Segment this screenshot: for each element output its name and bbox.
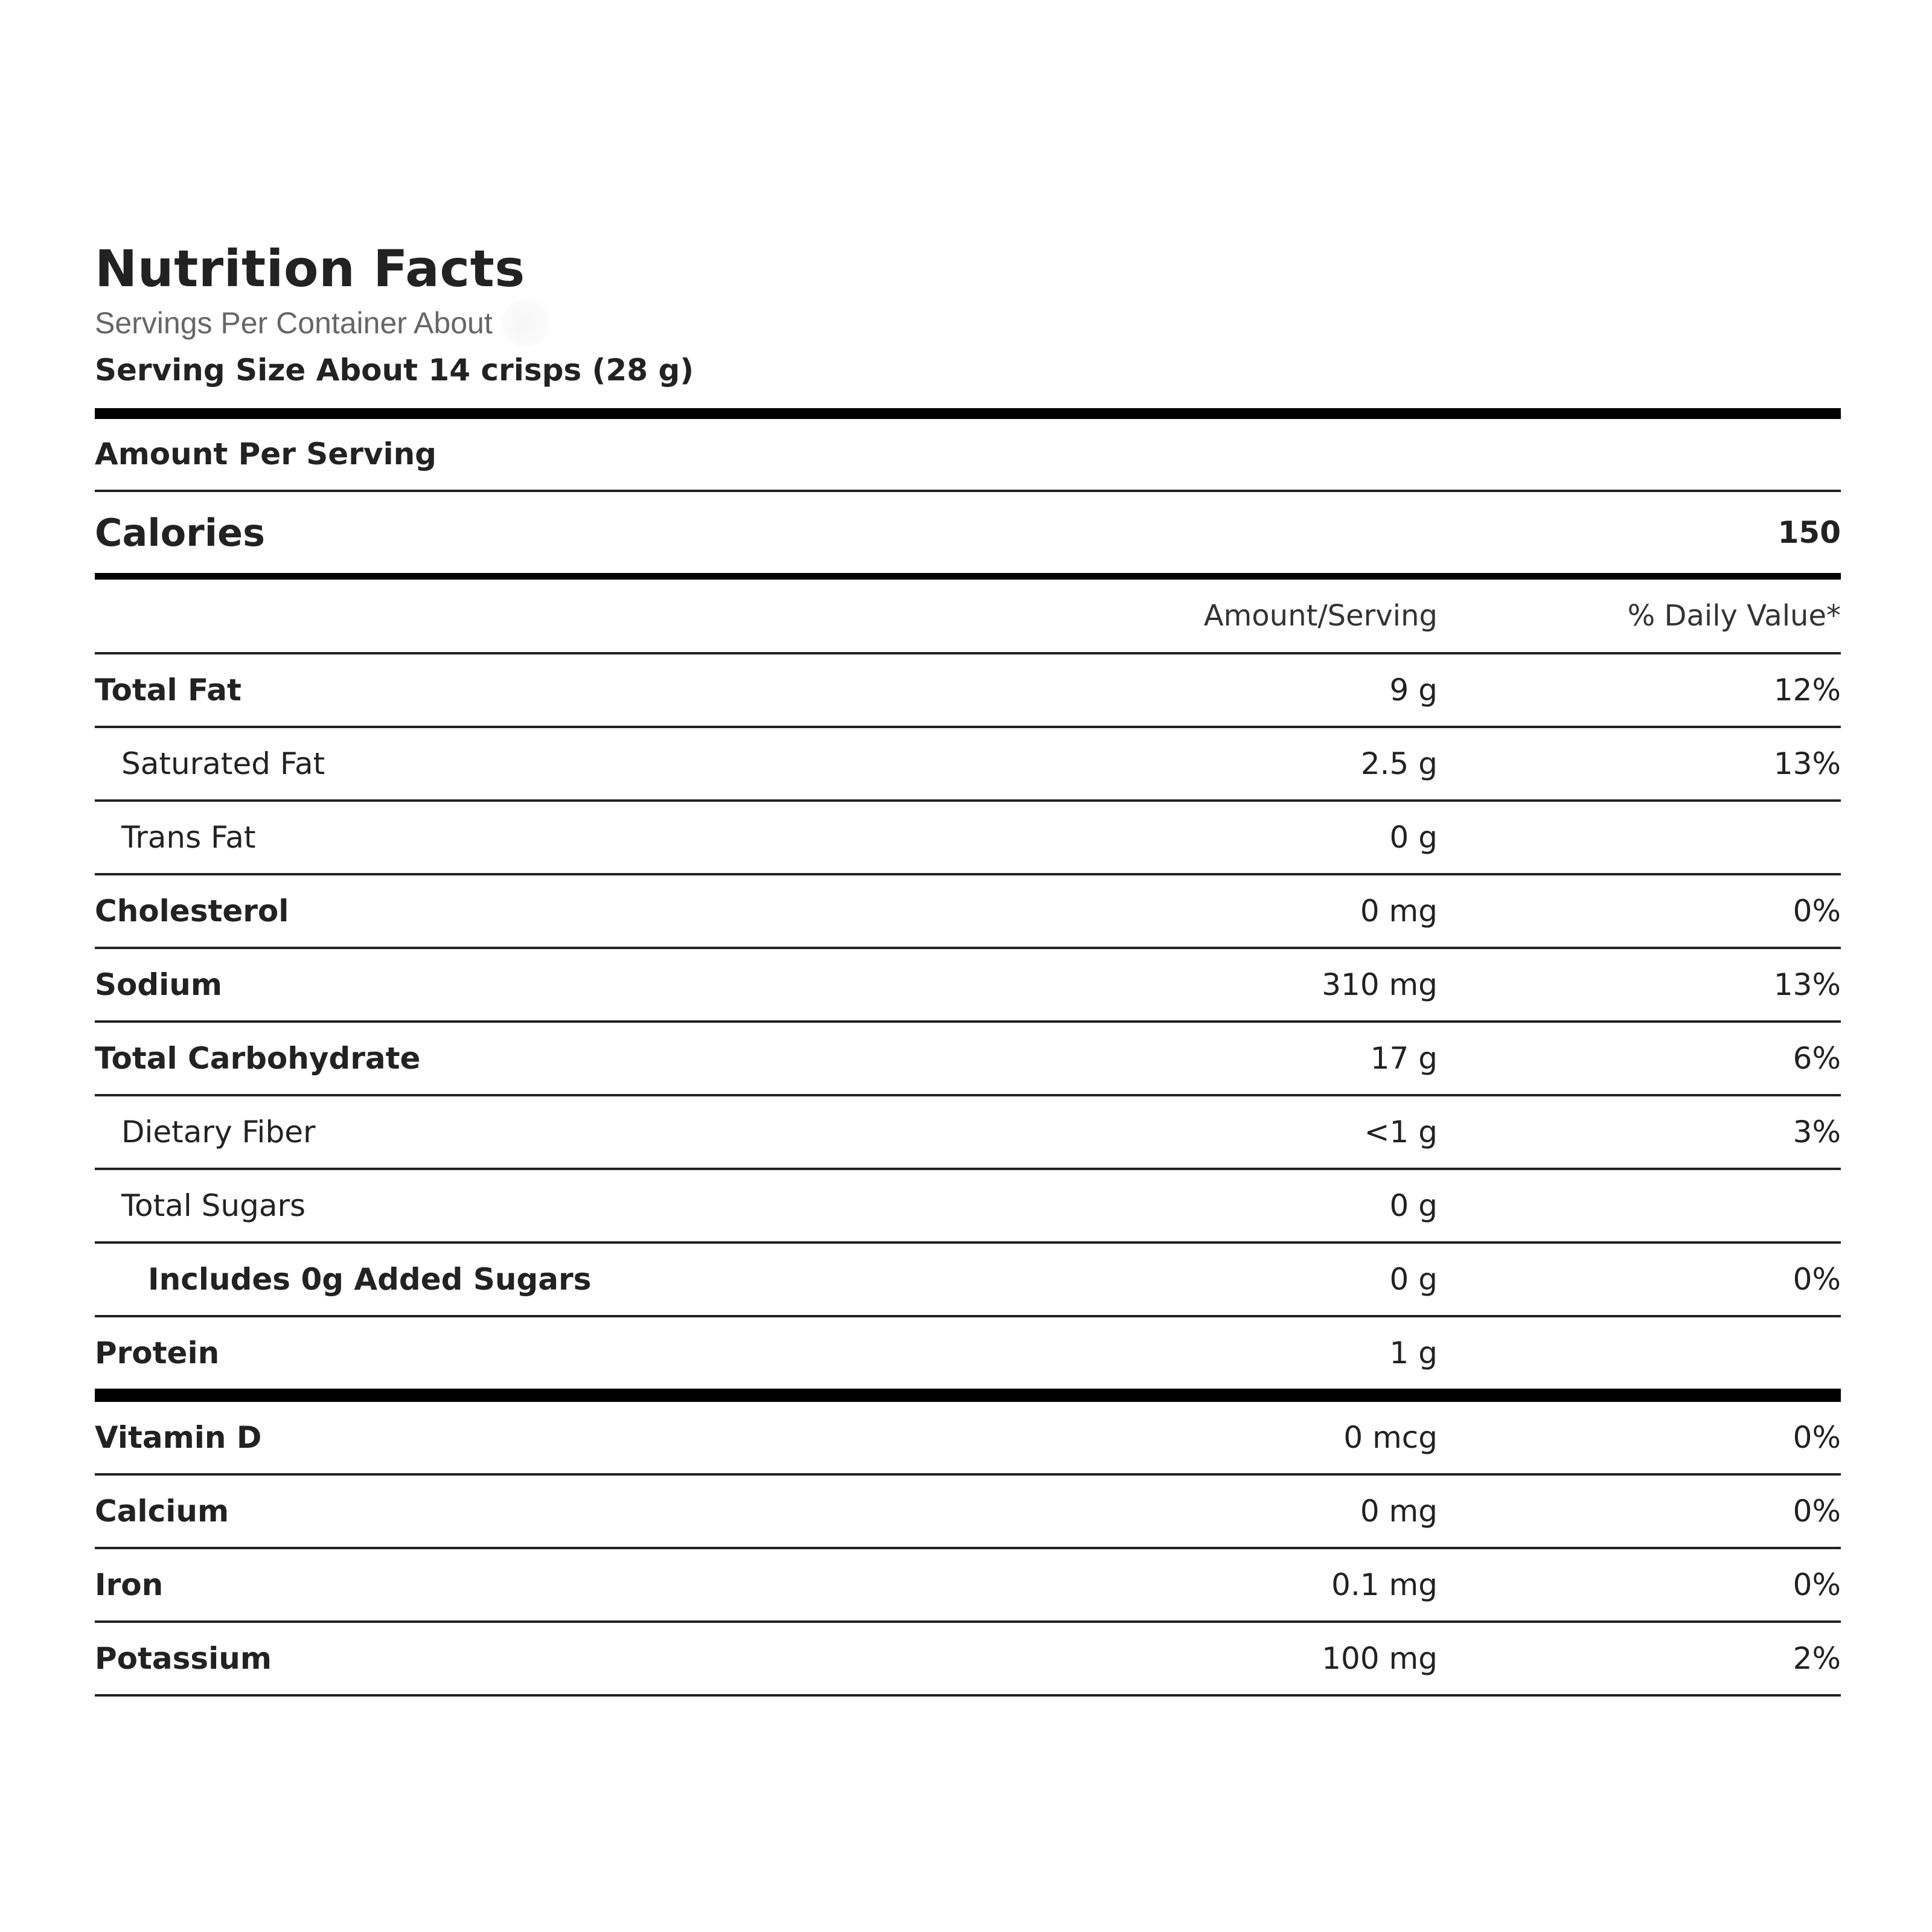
blurred-servings-count: [501, 299, 549, 347]
nutrient-daily-value: 12%: [1773, 673, 1841, 708]
nutrient-row-dietary-fiber: [95, 1096, 1841, 1168]
nutrient-daily-value: 3%: [1793, 1115, 1841, 1150]
nutrient-name: Total Carbohydrate: [95, 1041, 421, 1076]
nutrient-daily-value: 13%: [1773, 967, 1841, 1002]
vitamin-daily-value: 0%: [1793, 1567, 1841, 1602]
nutrient-amount: 0 g: [1389, 820, 1438, 855]
nutrient-daily-value: 6%: [1793, 1041, 1841, 1076]
nutrient-row-cholesterol: [95, 875, 1841, 947]
nutrient-row-added-sugars: [95, 1244, 1841, 1315]
nutrient-daily-value: 13%: [1773, 746, 1841, 781]
nutrient-amount: <1 g: [1364, 1115, 1438, 1150]
nutrition-facts-title: Nutrition Facts: [95, 239, 525, 298]
serving-size: Serving Size About 14 crisps (28 g): [95, 353, 694, 388]
nutrient-row-trans-fat: [95, 802, 1841, 873]
nutrient-row-total-carbohydrate: [95, 1023, 1841, 1094]
vitamin-name: Vitamin D: [95, 1420, 262, 1455]
vitamin-amount: 100 mg: [1322, 1641, 1438, 1676]
nutrient-name: Total Fat: [95, 673, 242, 708]
nutrient-row-sodium: [95, 949, 1841, 1020]
nutrient-row-saturated-fat: [95, 728, 1841, 799]
nutrient-name: Total Sugars: [121, 1188, 306, 1223]
vitamin-amount: 0.1 mg: [1331, 1567, 1438, 1602]
calories-label: Calories: [95, 510, 265, 555]
calories-row: [95, 492, 1841, 573]
servings-per-container-text: Servings Per Container About: [95, 306, 493, 340]
column-header-daily-value: % Daily Value*: [1627, 599, 1841, 633]
vitamin-row-vitamin-d: [95, 1402, 1841, 1473]
vitamin-amount: 0 mg: [1360, 1494, 1438, 1529]
nutrient-daily-value: 0%: [1793, 894, 1841, 929]
vitamin-name: Potassium: [95, 1641, 272, 1676]
nutrient-amount: 17 g: [1370, 1041, 1438, 1076]
amount-per-serving: Amount Per Serving: [95, 437, 437, 472]
nutrient-amount: 0 g: [1389, 1188, 1438, 1223]
thick-divider: [95, 1389, 1841, 1402]
vitamin-daily-value: 0%: [1793, 1494, 1841, 1529]
column-header-amount: Amount/Serving: [1203, 599, 1438, 633]
nutrient-name: Dietary Fiber: [121, 1115, 316, 1150]
servings-per-container: [95, 302, 1841, 344]
nutrient-name: Protein: [95, 1335, 220, 1371]
nutrient-name: Includes 0g Added Sugars: [148, 1262, 592, 1297]
nutrient-name: Cholesterol: [95, 894, 289, 929]
nutrient-row-total-fat: [95, 654, 1841, 726]
vitamin-daily-value: 0%: [1793, 1420, 1841, 1455]
nutrient-name: Trans Fat: [121, 820, 256, 855]
nutrient-amount: 9 g: [1389, 673, 1438, 708]
nutrient-row-protein: [95, 1317, 1841, 1389]
vitamin-name: Iron: [95, 1567, 164, 1602]
vitamin-daily-value: 2%: [1793, 1641, 1841, 1676]
thick-divider: [95, 408, 1841, 419]
divider: [95, 1694, 1841, 1697]
nutrient-daily-value: 0%: [1793, 1262, 1841, 1297]
column-header-row: [95, 580, 1841, 652]
nutrition-facts-panel: [95, 235, 1841, 1697]
nutrient-amount: 1 g: [1389, 1335, 1438, 1371]
vitamin-row-potassium: [95, 1623, 1841, 1694]
vitamin-row-calcium: [95, 1476, 1841, 1547]
nutrient-name: Saturated Fat: [121, 746, 325, 781]
nutrient-amount: 310 mg: [1322, 967, 1438, 1002]
medium-divider: [95, 573, 1841, 580]
nutrient-amount: 2.5 g: [1360, 746, 1438, 781]
vitamin-amount: 0 mcg: [1343, 1420, 1438, 1455]
calories-value: 150: [1777, 515, 1841, 550]
nutrient-name: Sodium: [95, 967, 222, 1002]
vitamin-name: Calcium: [95, 1494, 229, 1529]
vitamin-row-iron: [95, 1549, 1841, 1620]
nutrient-amount: 0 g: [1389, 1262, 1438, 1297]
nutrient-amount: 0 mg: [1360, 894, 1438, 929]
nutrient-row-total-sugars: [95, 1170, 1841, 1241]
